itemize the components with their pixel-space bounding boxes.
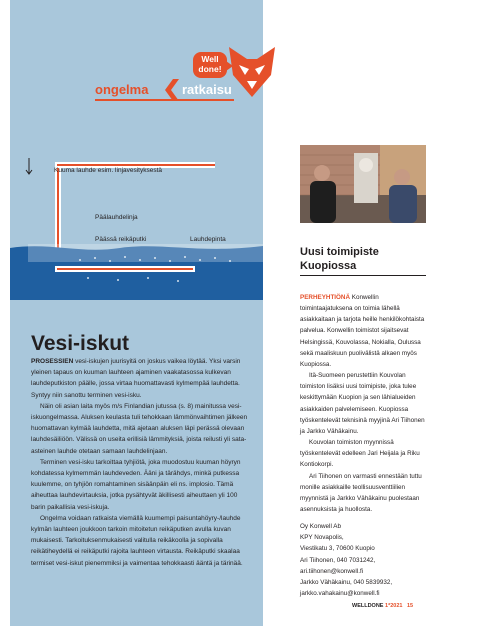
news-p2: Itä-Suomeen perustettiin Kouvolan toimiston lisäksi uusi toimipiste, joka tulee keskittymään Kuopion ja sen lähialueiden asiakkaiden palvelemiseen. Kuopiossa työskentelevät teknisinä myyjinä Ari Tiihonen ja Jarkko Vähäkainu.	[300, 372, 425, 435]
contact-ari-email: ari.tiihonen@konwell.fi	[300, 567, 364, 575]
people-photo	[300, 145, 426, 223]
label-hot-condensate: Kuuma lauhde esim. linjavesityksestä	[54, 167, 163, 174]
article-p4: Ongelma voidaan ratkaista viemällä kuumempi paisuntahöyry-/lauhde kylmän lauhteen joukkoon tarkoin mitoitetun reikäputken avulla kuvan mukaisesti. Tarkoituksenmukaisesti valitulla reikäkoolla ja sopivalla reikätiheydellä ei reikäputki rajoita lauhteen virtausta. Reikäputki skaalaa termiset vesi-iskut pienemmiksi ja vaimentaa tehokkaasti ääntä ja tärinää.	[31, 514, 243, 567]
news-title	[300, 245, 460, 273]
badge-line2: done!	[198, 63, 222, 74]
footer-brand: WELLDONE	[352, 603, 384, 609]
badge-line1: Well	[201, 54, 219, 64]
well-done-badge	[193, 52, 227, 78]
news-rule	[300, 275, 426, 276]
brand-solution: ratkaisu	[182, 82, 232, 97]
label-perforated-pipe: Päässä reikäputki	[95, 236, 147, 243]
brand-problem: ongelma	[95, 82, 149, 97]
article-heading: Vesi-iskut	[31, 332, 130, 355]
contact-jarkko-email: jarkko.vahakainu@konwell.fi	[300, 590, 380, 598]
page-number: 15	[406, 603, 414, 609]
article-p3: Terminen vesi-isku tarkoittaa tyhjiötä, joka muodostuu kuuman höyryn kohdatessa kylmemmän lauhdeveden. Ääni ja tärähdys, minkä putkessa kuulemme, on tyhjiön romahtaminen sisäänpäin eli ns. implosio. Tämä aiheuttaa lauhdevirtauksia, jotka pysähtyvät äkillisesti aiheuttaen yli 100 barin paikallisia vesi-iskuja.	[31, 458, 241, 511]
label-condensate-surface: Lauhdepinta	[190, 236, 226, 243]
contact-block	[300, 521, 440, 599]
fox-logo-icon	[227, 45, 277, 101]
article-p2: Näin oli asian laita myös m/s Finlandian jutussa (s. 8) mainitussa vesi-iskuongelmassa. Aluksen keulasta tuli tehokkaan lämmönvaihtimen jälkeen huomattavan kylmää lauhdetta, mitä ajetaan aluksen läpi perässä olevaan lauhdesäiliöön. Välissä on useita erillisiä lämmityksiä, joista reilusti yli sata-asteinen lauhde otetaan samaan lauhdelinjaan.	[31, 402, 248, 455]
news-p1: Konwellin toimintaajatuksena on toimia lähellä asiakkaitaan ja tarjota heille henkilökohtaista palvelua. Konwellin toimistot sijaitsevat Helsingissä, Kouvolassa, Nokialla, Oulussa sekä maaliskuun puolivälistä alkaen myös Kuopiossa.	[300, 294, 425, 368]
news-body	[300, 292, 430, 515]
article-lead: PROSESSIEN	[31, 358, 74, 365]
news-title-line1: Uusi toimipiste	[300, 246, 379, 258]
contact-ari-phone: Ari Tiihonen, 040 7031242,	[300, 556, 376, 564]
article-body	[31, 356, 249, 569]
contact-jarkko-phone: Jarkko Vähäkainu, 040 5839932,	[300, 579, 393, 587]
news-title-line2: Kuopiossa	[300, 260, 357, 272]
arrow-down-icon	[24, 158, 34, 176]
footer-issue: 1*2021	[385, 603, 403, 609]
page-footer	[352, 603, 413, 609]
brand-chevron-icon	[163, 79, 181, 101]
news-p3: Kouvolan toimiston myynnissä työskentelevät edelleen Jari Heijala ja Riku Kontiokorpi.	[300, 439, 420, 469]
contact-address: Viestikatu 3, 70600 Kuopio	[300, 545, 375, 553]
news-p4: Ari Tiihonen on varmasti ennestään tuttu monille asiakkaille teollisuusventtiilien myynnistä ja Jarkko Vähäkainu puolestaan asennuksista ja huollosta.	[300, 472, 422, 513]
news-lead: PERHEYHTIÖNÄ	[300, 294, 351, 301]
article-p1: vesi-iskujen juurisyitä on joskus vaikea löytää. Yksi varsin yleinen tapaus on kuuman lauhteen ajaminen vaakatasossa kulkevan lauhdeputkiston päälle, jossa virtaa huomattavasti kylmempää lauhdetta. Syntyy niin sanottu terminen vesi-isku.	[31, 358, 241, 399]
brand-underline	[95, 99, 234, 101]
contact-company: Oy Konwell Ab	[300, 523, 341, 530]
contact-building: KPY Novapolis,	[300, 534, 344, 542]
label-main-line: Päälauhdelinja	[95, 214, 138, 221]
